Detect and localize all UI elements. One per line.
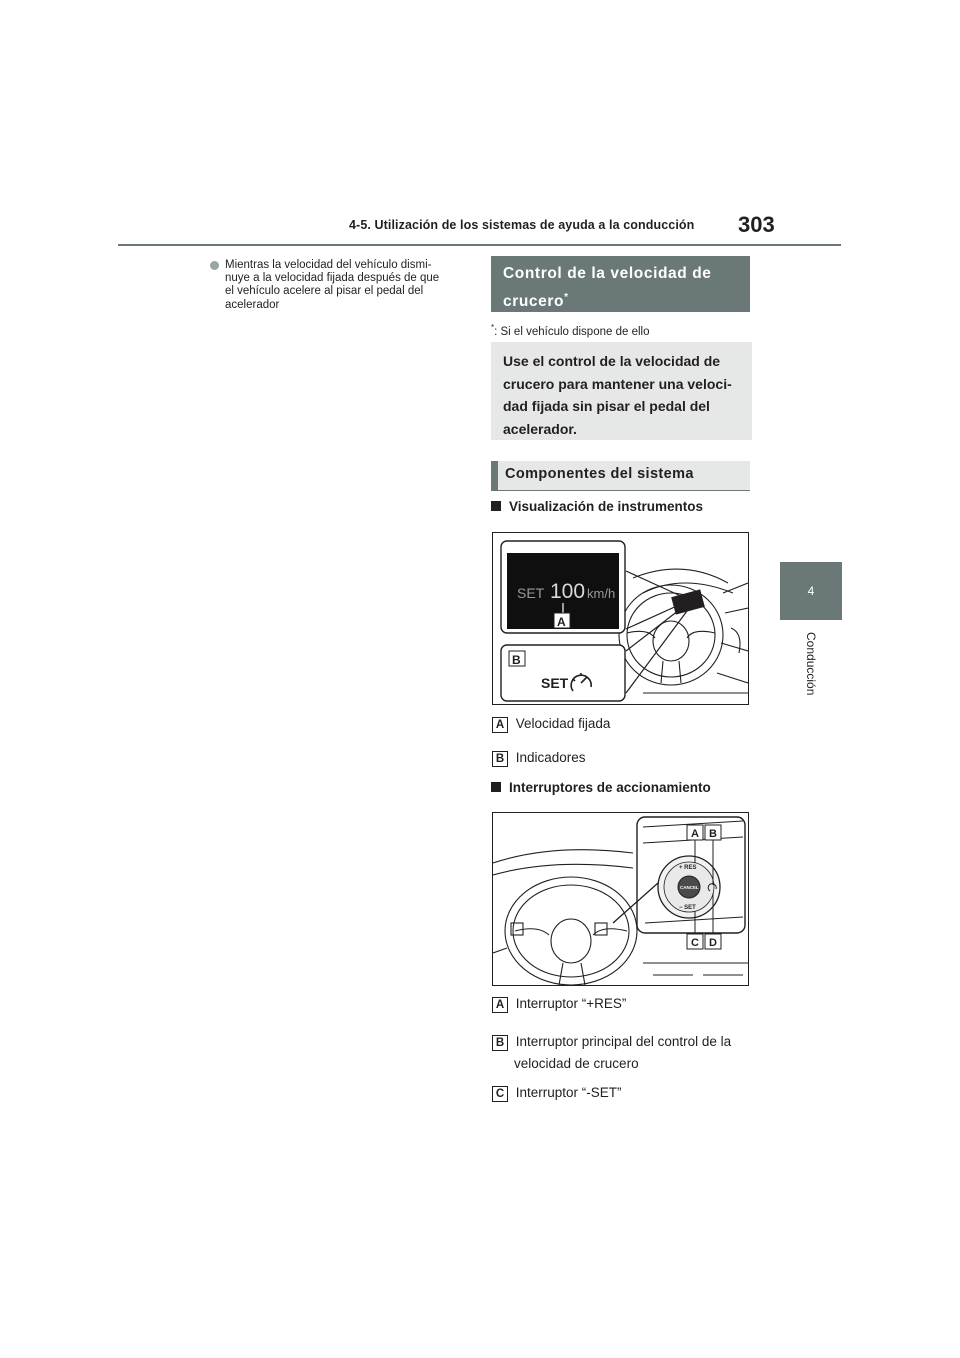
instruments-illustration	[493, 533, 748, 704]
switches-heading-text: Interruptores de accionamiento	[509, 780, 711, 795]
page-number: 303	[738, 212, 775, 237]
intro-text	[503, 350, 745, 440]
footnote-text: : Si el vehículo dispone de ello	[494, 325, 650, 338]
footnote	[491, 323, 649, 338]
chapter-number: 4	[807, 584, 815, 598]
components-heading: Componentes del sistema	[505, 466, 694, 482]
instruments-heading-text: Visualización de instrumentos	[509, 499, 704, 514]
switch-callout-a: A	[691, 828, 699, 840]
intro-box	[491, 342, 752, 440]
instruments-subheading	[491, 499, 703, 514]
legend-item	[492, 1031, 731, 1075]
legend-text: Interruptor “+RES”	[515, 996, 627, 1011]
intro-line: dad fijada sin pisar el pedal del	[503, 398, 710, 414]
indicator-set-text: SET	[541, 675, 569, 691]
instruments-figure	[492, 532, 749, 705]
legend-item	[492, 750, 586, 767]
display-set-text: SET	[517, 585, 545, 601]
legend-text: Velocidad fijada	[515, 716, 611, 731]
intro-line: acelerador.	[503, 420, 577, 437]
switch-callout-d: D	[709, 937, 717, 949]
header-rule	[118, 244, 841, 246]
legend-badge: A	[492, 717, 508, 733]
switches-subheading	[491, 780, 711, 795]
switch-callout-c: C	[691, 937, 699, 949]
legend-badge: B	[492, 751, 508, 767]
display-unit-text: km/h	[587, 586, 616, 601]
section-title: 4-5. Utilización de los sistemas de ayuda a la conducción	[349, 218, 695, 232]
chapter-label: Conducción	[804, 632, 818, 696]
square-bullet-icon	[491, 782, 501, 792]
heading-line-2: crucero	[503, 293, 565, 311]
legend-text: Indicadores	[515, 750, 586, 765]
components-heading-box	[491, 461, 750, 491]
bullet-dot-icon	[210, 261, 219, 270]
legend-badge: C	[492, 1086, 508, 1102]
switches-illustration	[493, 813, 748, 985]
legend-text: Interruptor principal del control de la	[515, 1034, 732, 1049]
legend-text-cont: velocidad de crucero	[514, 1056, 639, 1071]
square-bullet-icon	[491, 501, 501, 511]
section-heading	[503, 262, 712, 314]
footnote-mark: *	[491, 323, 495, 332]
knob-set-label: − SET	[679, 905, 696, 911]
intro-line: Use el control de la velocidad de	[503, 353, 721, 369]
bullet-item	[210, 259, 450, 312]
heading-line-1: Control de la velocidad de	[503, 265, 712, 282]
callout-b-label: B	[512, 653, 521, 667]
legend-badge: B	[492, 1035, 508, 1051]
intro-line: crucero para mantener una veloci-	[503, 375, 732, 392]
legend-item	[492, 716, 610, 733]
chapter-tab[interactable]	[780, 562, 842, 620]
legend-badge: A	[492, 997, 508, 1013]
callout-a-label: A	[557, 615, 566, 629]
legend-item	[492, 1085, 622, 1102]
display-speed-text: 100	[550, 580, 586, 603]
knob-cancel-label: CANCEL	[680, 885, 699, 890]
bullet-text: Mientras la velocidad del vehículo dismi- nuye a la velocidad fijada después de que el vehículo acelere al pisar el pedal del acelerador	[225, 259, 440, 311]
legend-text: Interruptor “-SET”	[515, 1085, 622, 1100]
switches-figure	[492, 812, 749, 986]
switch-callout-b: B	[709, 828, 717, 840]
footnote-marker: *	[564, 292, 569, 303]
knob-res-label: + RES	[679, 865, 697, 871]
section-heading-box	[491, 256, 750, 312]
legend-item	[492, 996, 626, 1013]
